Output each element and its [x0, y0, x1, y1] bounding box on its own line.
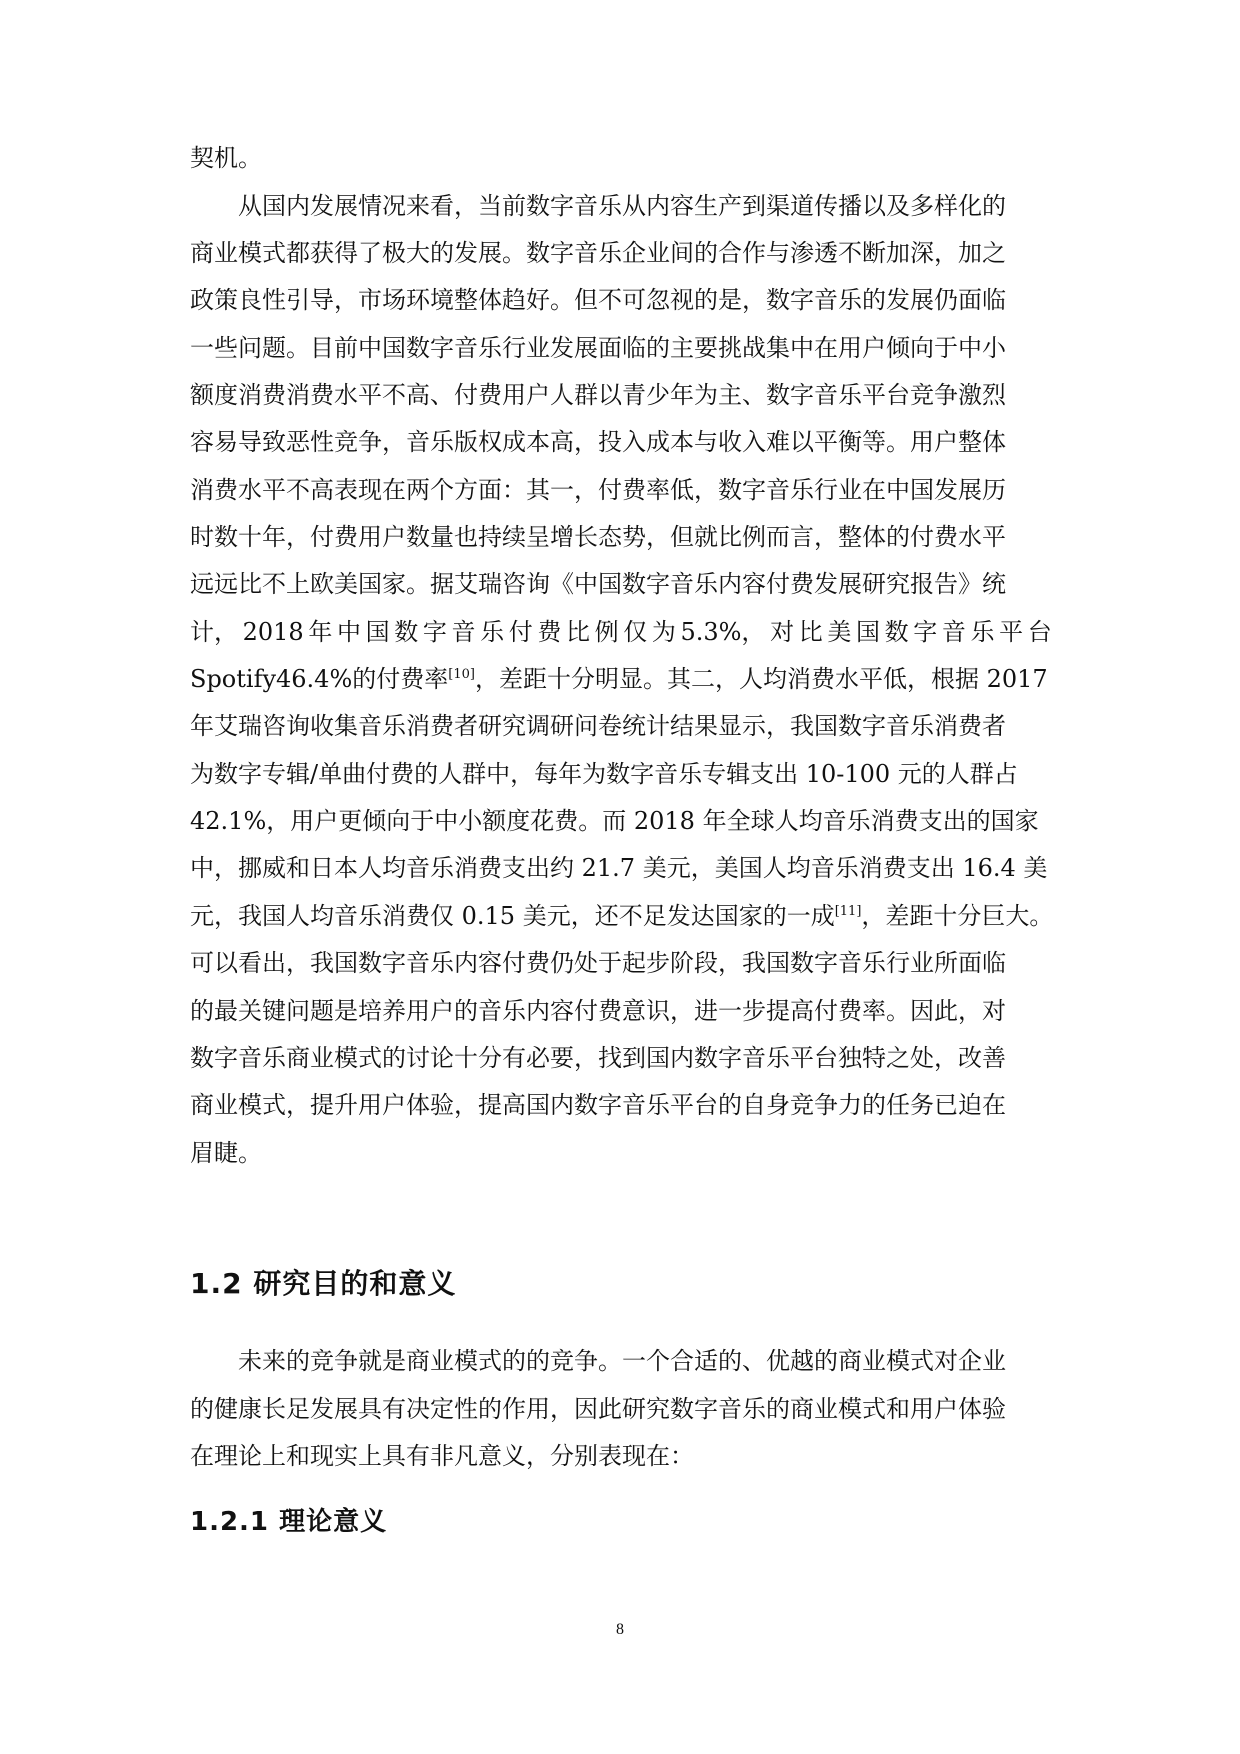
word: 乐 [480, 618, 505, 646]
paragraph-line: 在理论上和现实上具有非凡意义，分别表现在： [190, 1442, 694, 1470]
word: 2018 [242, 618, 304, 646]
word: 例 [594, 618, 619, 646]
word: 国 [855, 618, 880, 646]
paragraph-line: 数字音乐商业模式的讨论十分有必要，找到国内数字音乐平台独特之处，改善 [190, 1044, 1006, 1072]
citation-ref: [10] [448, 667, 475, 682]
paragraph-line: 时数十年，付费用户数量也持续呈增长态势，但就比例而言，整体的付费水平 [190, 523, 1006, 551]
word: 年 [308, 618, 333, 646]
paragraph-line: 消费水平不高表现在两个方面：其一，付费率低，数字音乐行业在中国发展历 [190, 476, 1006, 504]
word: 字 [913, 618, 938, 646]
paragraph-line: 远远比不上欧美国家。据艾瑞咨询《中国数字音乐内容付费发展研究报告》统 [190, 570, 1006, 598]
word: 国 [365, 618, 390, 646]
word: 数 [394, 618, 419, 646]
word: 付 [508, 618, 533, 646]
paragraph-line: 商业模式，提升用户体验，提高国内数字音乐平台的自身竞争力的任务已迫在 [190, 1091, 1006, 1119]
word: 中 [336, 618, 361, 646]
word: 数 [884, 618, 909, 646]
text-span: 元，我国人均音乐消费仅 0.15 美元，还不足发达国家的一成 [190, 902, 835, 930]
paragraph-line: 一些问题。目前中国数字音乐行业发展面临的主要挑战集中在用户倾向于中小 [190, 334, 1006, 362]
word: 费 [537, 618, 562, 646]
paragraph-line: 容易导致恶性竞争，音乐版权成本高，投入成本与收入难以平衡等。用户整体 [190, 428, 1006, 456]
word: 计， [190, 618, 238, 646]
word: 字 [422, 618, 447, 646]
text-span: Spotify46.4%的付费率 [190, 665, 449, 693]
paragraph-line: 从国内发展情况来看，当前数字音乐从内容生产到渠道传播以及多样化的 [238, 192, 1006, 220]
subsection-heading: 1.2.1 理论意义 [190, 1507, 388, 1537]
paragraph-line: 可以看出，我国数字音乐内容付费仍处于起步阶段，我国数字音乐行业所面临 [190, 949, 1006, 977]
paragraph-line: 眉睫。 [190, 1139, 262, 1167]
word: 乐 [970, 618, 995, 646]
word: 音 [941, 618, 966, 646]
word: 比 [798, 618, 823, 646]
paragraph-line: 42.1%，用户更倾向于中小额度花费。而 2018 年全球人均音乐消费支出的国家 [190, 807, 1039, 835]
paragraph-line: 的最关键问题是培养用户的音乐内容付费意识，进一步提高付费率。因此，对 [190, 997, 1006, 1025]
paragraph-line: 政策良性引导，市场环境整体趋好。但不可忽视的是，数字音乐的发展仍面临 [190, 286, 1006, 314]
paragraph-line: 商业模式都获得了极大的发展。数字音乐企业间的合作与渗透不断加深，加之 [190, 239, 1006, 267]
text-span: ，差距十分巨大。 [861, 902, 1054, 930]
word: 平 [999, 618, 1024, 646]
word: 音 [451, 618, 476, 646]
word: 比 [565, 618, 590, 646]
word: 台 [1027, 618, 1052, 646]
paragraph-line [190, 890, 1052, 942]
word: 5.3%， [680, 618, 766, 646]
paragraph-line: 年艾瑞咨询收集音乐消费者研究调研问卷统计结果显示，我国数字音乐消费者 [190, 712, 1006, 740]
word: 美 [827, 618, 852, 646]
paragraph-line: 未来的竞争就是商业模式的的竞争。一个合适的、优越的商业模式对企业 [238, 1347, 1006, 1375]
paragraph-line: 为数字专辑/单曲付费的人群中，每年为数字音乐专辑支出 10-100 元的人群占 [190, 760, 1018, 788]
paragraph-line: 契机。 [190, 144, 262, 172]
paragraph-line: 的健康长足发展具有决定性的作用，因此研究数字音乐的商业模式和用户体验 [190, 1395, 1006, 1423]
paragraph-line: 额度消费消费水平不高、付费用户人群以青少年为主、数字音乐平台竞争激烈 [190, 381, 1006, 409]
word: 对 [770, 618, 795, 646]
paragraph-line-justified [190, 606, 1052, 658]
paragraph-line [190, 653, 1052, 705]
section-heading: 1.2 研究目的和意义 [190, 1267, 457, 1300]
paragraph-line: 中，挪威和日本人均音乐消费支出约 21.7 美元，美国人均音乐消费支出 16.4 美 [190, 854, 1048, 882]
citation-ref: [11] [834, 904, 862, 919]
word: 为 [651, 618, 676, 646]
text-span: ，差距十分明显。其二，人均消费水平低，根据 2017 [474, 665, 1048, 693]
page-number: 8 [616, 1621, 624, 1638]
word: 仅 [623, 618, 648, 646]
